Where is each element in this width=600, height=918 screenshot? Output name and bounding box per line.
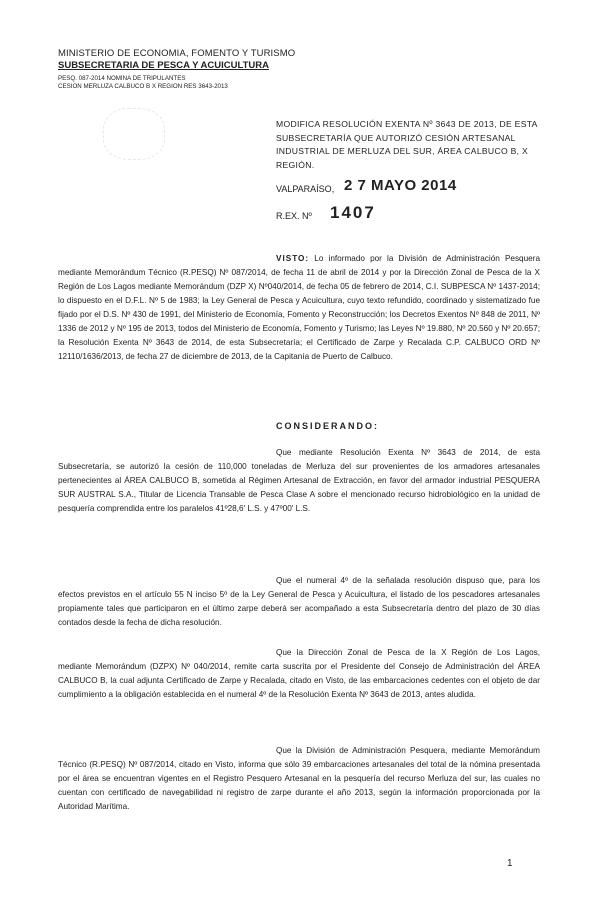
reference-line-2: CESION MERLUZA CALBUCO B X REGION RES 3643-2013 bbox=[58, 83, 228, 90]
resolution-subject: MODIFICA RESOLUCIÓN EXENTA Nº 3643 DE 2013, DE ESTA SUBSECRETARÍA QUE AUTORIZÓ CESIÓN ARTESANAL INDUSTRIAL DE MERLUZA DEL SUR, ÁREA CALBUCO B, X REGIÓN. bbox=[276, 119, 538, 170]
subsecretaria-name: SUBSECRETARIA DE PESCA Y ACUICULTURA bbox=[58, 60, 269, 71]
considerando-heading: CONSIDERANDO: bbox=[276, 421, 380, 431]
place-label: VALPARAÍSO, bbox=[276, 184, 335, 194]
faded-stamp bbox=[103, 108, 165, 160]
rex-label: R.EX. Nº bbox=[276, 211, 312, 221]
considerando-paragraph-4: Que la División de Administración Pesquera, mediante Memorándum Técnico (R.PESQ) Nº 087/2014, citado en Visto, informa que sólo 39 embarcaciones artesanales del total de la nómina presentada por el área se encuentran vigentes en el Registro Pesquero Artesanal en la pesquería del recurso Merluza del sur, las cuales no cuentan con certificado de navegabilidad ni registro de zarpe durante el año 2013, según la información proporcionada por la Autoridad Marítima. bbox=[58, 746, 540, 811]
visto-paragraph bbox=[58, 252, 540, 364]
reference-line-1: PESQ. 087-2014 NOMINA DE TRIPULANTES bbox=[58, 75, 186, 82]
letterhead bbox=[58, 48, 318, 91]
page-number: 1 bbox=[507, 858, 513, 869]
date-stamp: 2 7 MAYO 2014 bbox=[344, 177, 457, 194]
ministry-name: MINISTERIO DE ECONOMIA, FOMENTO Y TURISMO bbox=[58, 48, 296, 59]
considerando-paragraph-2: Que el numeral 4º de la señalada resolución dispuso que, para los efectos previstos en el artículo 55 N inciso 5º de la Ley General de Pesca y Acuicultura, el listado de los pescadores artesanales propiamente tales que participaron en el último zarpe deberá ser acompañado a esta Subsecretaría dentro del plazo de 30 días contados desde la fecha de dicha resolución. bbox=[58, 576, 540, 627]
visto-label: VISTO: bbox=[276, 254, 310, 263]
rex-number: 1407 bbox=[330, 203, 376, 222]
considerando-paragraph-3: Que la Dirección Zonal de Pesca de la X Región de Los Lagos, mediante Memorándum (DZPX) Nº 040/2014, remite carta suscrita por el Presidente del Consejo de Administración del ÁREA CALBUCO B, la cual adjunta Certificado de Zarpe y Recalada, citado en Visto, de las embarcaciones cedentes con el objeto de dar cumplimiento a la obligación establecida en el numeral 4º de la Resolución Exenta Nº 3643 de 2013, antes aludida. bbox=[58, 648, 540, 699]
visto-text: Lo informado por la División de Administración Pesquera mediante Memorándum Técnico (R.PESQ) Nº 087/2014, de fecha 11 de abril de 2014 y por la Dirección Zonal de Pesca de la X Región de Los Lagos mediante Memorándum (DZP X) Nº040/2014, de fecha 05 de febrero de 2014, C.I. SUBPESCA Nº 1437-2014; lo dispuesto en el D.F.L. Nº 5 de 1983; la Ley General de Pesca y Acuicultura, cuyo texto refundido, coordinado y sistematizado fue fijado por el D.S. Nº 430 de 1991, del Ministerio de Economía, Fomento y Reconstrucción; los Decretos Exentos Nº 848 de 2011, Nº 1336 de 2012 y Nº 195 de 2013, todos del Ministerio de Economía, Fomento y Turismo; las Leyes Nº 19.880, Nº 20.560 y Nº 20.657; la Resolución Exenta Nº 3643 de 2014, de esta Subsecretaría; el Certificado de Zarpe y Recalada C.P. CALBUCO ORD Nº 12110/1636/2013, de fecha 27 de diciembre de 2013, de la Capitanía de Puerto de Calbuco. bbox=[58, 254, 540, 361]
considerando-paragraph-1: Que mediante Resolución Exenta Nº 3643 de 2014, de esta Subsecretaría, se autorizó la cesión de 110,000 toneladas de Merluza del sur provenientes de los armadores artesanales pertenecientes al ÁREA CALBUCO B, sometida al Régimen Artesanal de Extracción, en favor del armador industrial PESQUERA SUR AUSTRAL S.A., Titular de Licencia Transable de Pesca Clase A sobre el mencionado recurso hidrobiológico en la unidad de pesquería comprendida entre los paralelos 41º28,6' L.S. y 47º00' L.S. bbox=[58, 448, 540, 513]
